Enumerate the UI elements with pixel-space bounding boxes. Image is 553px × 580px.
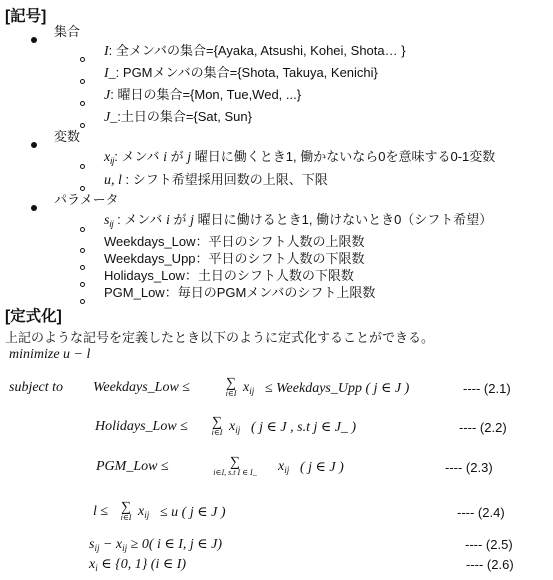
constraint-2-4-lhs: l ≤ [93, 504, 109, 519]
equation-number: ---- (2.6) [466, 557, 514, 572]
group-label-variables: 変数 [54, 129, 81, 144]
constraint-2-1-rhs: ≤ Weekdays_Upp ( j ∈ J ) [265, 381, 410, 396]
parameter-item-holidays-low: Holidays_Low：土日のシフト人数の下限数 [104, 268, 354, 283]
equation-number: ---- (2.5) [465, 537, 513, 552]
circle-bullet-icon [80, 257, 85, 275]
circle-bullet-icon [80, 240, 85, 258]
circle-bullet-icon [80, 156, 85, 174]
parameter-item-weekdays-low: Weekdays_Low：平日のシフト人数の上限数 [104, 234, 365, 249]
symbols-heading: [記号] [5, 8, 47, 25]
equation-number: ---- (2.4) [457, 505, 505, 520]
objective: minimize u − l [9, 347, 91, 362]
sum-symbol-icon: ∑ i∈I [225, 376, 237, 398]
equation-number: ---- (2.1) [463, 381, 511, 396]
formulation-heading: [定式化] [5, 308, 62, 325]
set-item-I: I: 全メンバの集合={Ayaka, Atsushi, Kohei, Shota… } [104, 43, 406, 59]
set-item-I-pgm: I_: PGMメンバの集合={Shota, Takuya, Kenichi} [104, 65, 378, 81]
constraint-2-3-rhs: ( j ∈ J ) [300, 460, 344, 475]
constraint-2-2-x: $x_{ij}$ [229, 419, 241, 435]
bullet-dot-icon [31, 30, 37, 48]
intro-text: 上記のような記号を定義したとき以下のように定式化することができる。 [5, 330, 435, 345]
constraint-2-3-lhs: PGM_Low ≤ [96, 459, 169, 474]
circle-bullet-icon [80, 219, 85, 237]
constraint-2-4-rhs: ≤ u ( j ∈ J ) [160, 505, 226, 520]
constraint-2-5-expr: $s_{ij} - x_{ij} \ge 0$( i ∈ I, j ∈ J) [89, 537, 223, 553]
equation-number: ---- (2.3) [445, 460, 493, 475]
set-item-J-weekend: J_:土日の集合={Sat, Sun} [104, 109, 252, 125]
sum-symbol-icon: ∑ i∈I [211, 415, 223, 437]
equation-number: ---- (2.2) [459, 420, 507, 435]
parameter-item-weekdays-upp: Weekdays_Upp：平日のシフト人数の下限数 [104, 251, 365, 266]
circle-bullet-icon [80, 71, 85, 89]
constraint-2-1-lhs: Weekdays_Low ≤ [93, 380, 190, 395]
constraint-2-4-x: $x_{ij}$ [138, 504, 150, 520]
bullet-dot-icon [31, 135, 37, 153]
circle-bullet-icon [80, 115, 85, 133]
constraint-2-2-rhs: ( j ∈ J , s.t j ∈ J_ ) [251, 420, 357, 435]
parameter-item-pgm-low: PGM_Low：毎日のPGMメンバのシフト上限数 [104, 285, 376, 300]
circle-bullet-icon [80, 49, 85, 67]
circle-bullet-icon [80, 93, 85, 111]
group-label-parameters: パラメータ [54, 192, 119, 207]
constraint-2-1-x: $x_{ij}$ [243, 380, 255, 396]
subject-to-label: subject to [9, 380, 64, 395]
bullet-dot-icon [31, 198, 37, 216]
parameter-item-s: $s_{ij}$ : メンバ i が j 曜日に働けるとき1, 働けないとき0（シフト希望） [104, 212, 493, 229]
sum-symbol-icon: ∑ i∈I [120, 500, 132, 522]
constraint-2-3-x: $x_{ij}$ [278, 459, 290, 475]
set-item-J: J: 曜日の集合={Mon, Tue,Wed, ...} [104, 87, 302, 103]
group-label-sets: 集合 [54, 24, 81, 39]
circle-bullet-icon [80, 274, 85, 292]
variable-item-u-l: u, l : シフト希望採用回数の上限、下限 [104, 172, 328, 188]
variable-item-x: $x_{ij}$: メンバ i が j 曜日に働くとき1, 働かないなら0を意味する0-1変数 [104, 149, 496, 166]
constraint-2-6-expr: $x_i$ ∈ {0, 1} (i ∈ I) [89, 557, 187, 573]
sum-symbol-icon: ∑ i∈I, s.t I ∈ I_ [213, 455, 257, 477]
constraint-2-2-lhs: Holidays_Low ≤ [95, 419, 188, 434]
circle-bullet-icon [80, 291, 85, 309]
